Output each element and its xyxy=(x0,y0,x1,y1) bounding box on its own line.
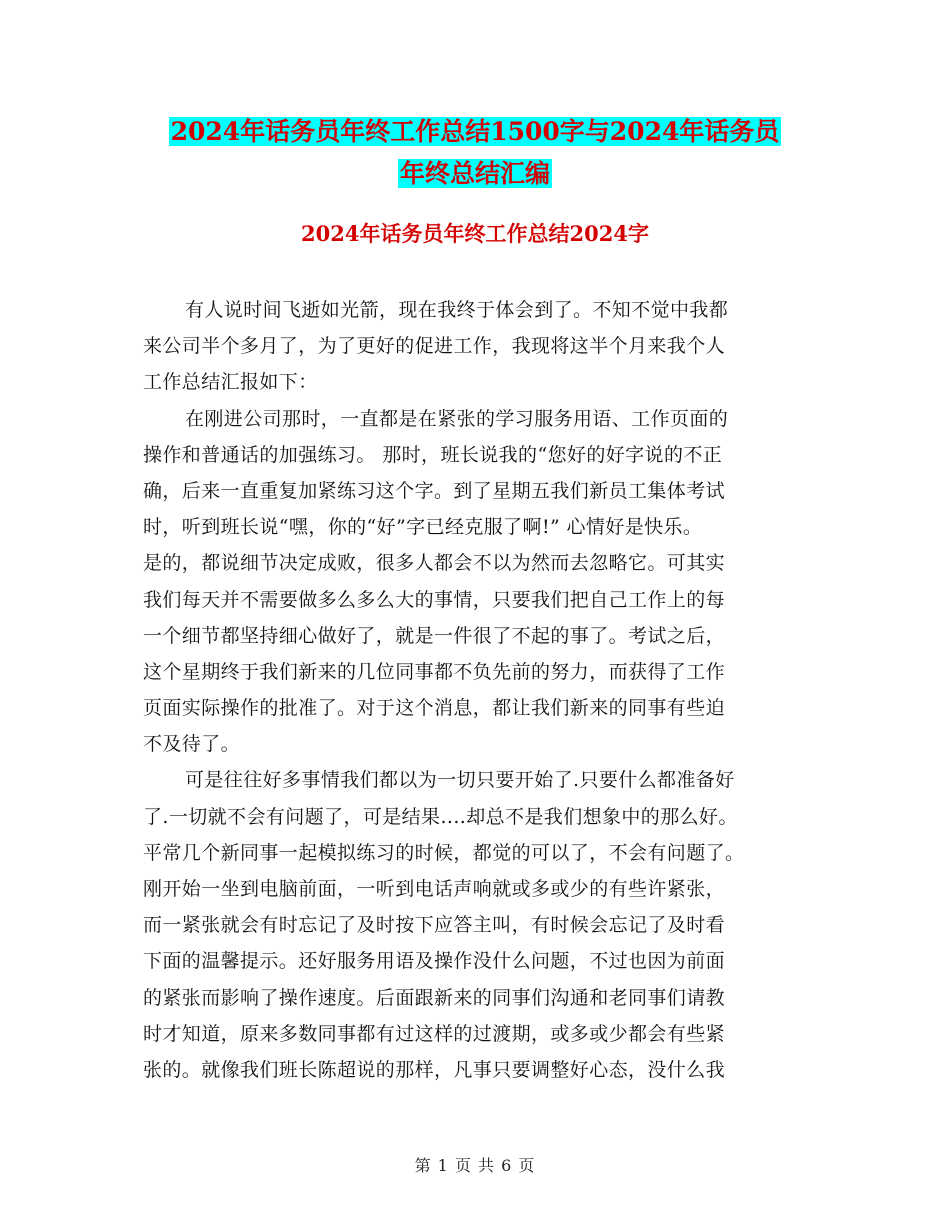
document-title-line-2 xyxy=(0,153,950,194)
paragraph-line: 可是往往好多事情我们都以为一切只要开始了.只要什么都准备好 xyxy=(185,769,735,792)
paragraph-line: 平常几个新同事一起模拟练习的时候，都觉的可以了，不会有问题了。 xyxy=(143,841,745,864)
paragraph-line: 页面实际操作的批准了。对于这个消息，都让我们新来的同事有些迫 xyxy=(143,697,726,720)
paragraph-line: 是的，都说细节决定成败，很多人都会不以为然而去忽略它。可其实 xyxy=(143,552,726,575)
paragraph-line: 这个星期终于我们新来的几位同事都不负先前的努力，而获得了工作 xyxy=(143,660,726,683)
paragraph-line: 不及待了。 xyxy=(143,733,241,756)
body-text xyxy=(143,292,813,1088)
document-title-line-1 xyxy=(0,111,950,152)
paragraph-line: 的紧张而影响了操作速度。后面跟新来的同事们沟通和老同事们请教 xyxy=(143,986,726,1009)
paragraph-line: 来公司半个多月了，为了更好的促进工作，我现将这半个月来我个人 xyxy=(143,335,726,358)
paragraph-line: 刚开始一坐到电脑前面，一听到电话声响就或多或少的有些许紧张， xyxy=(143,878,726,900)
paragraph-line: 操作和普通话的加强练习。 那时，班长说我的“您好的好字说的不正 xyxy=(143,443,723,466)
paragraph-line: 工作总结汇报如下： xyxy=(143,371,318,394)
paragraph-line: 了.一切就不会有问题了，可是结果....却总不是我们想象中的那么好。 xyxy=(143,805,738,828)
paragraph-line: 时，听到班长说“嘿，你的“好”字已经克服了啊!” 心情好是快乐。 xyxy=(143,516,703,539)
paragraph-line: 确，后来一直重复加紧练习这个字。到了星期五我们新员工集体考试 xyxy=(143,479,726,502)
paragraph-line: 在刚进公司那时，一直都是在紧张的学习服务用语、工作页面的 xyxy=(185,407,729,430)
paragraph-line: 有人说时间飞逝如光箭，现在我终于体会到了。不知不觉中我都 xyxy=(185,299,729,321)
title-highlight: 2024年话务员年终工作总结1500字与2024年话务员 xyxy=(170,117,780,146)
title-highlight: 年终总结汇编 xyxy=(399,159,550,188)
paragraph-line: 一个细节都坚持细心做好了，就是一件很了不起的事了。考试之后， xyxy=(143,624,726,647)
paragraph-line: 时才知道，原来多数同事都有过这样的过渡期，或多或少都会有些紧 xyxy=(143,1022,726,1045)
paragraph-line: 而一紧张就会有时忘记了及时按下应答主叫，有时候会忘记了及时看 xyxy=(143,914,726,937)
paragraph-line: 下面的温馨提示。还好服务用语及操作没什么问题，不过也因为前面 xyxy=(143,950,726,973)
paragraph-line: 张的。就像我们班长陈超说的那样，凡事只要调整好心态，没什么我 xyxy=(143,1058,726,1081)
page-footer: 第 1 页 共 6 页 xyxy=(414,1156,536,1175)
section-subtitle: 2024年话务员年终工作总结2024字 xyxy=(301,221,649,246)
paragraph-line: 我们每天并不需要做多么多么大的事情，只要我们把自己工作上的每 xyxy=(143,588,726,611)
